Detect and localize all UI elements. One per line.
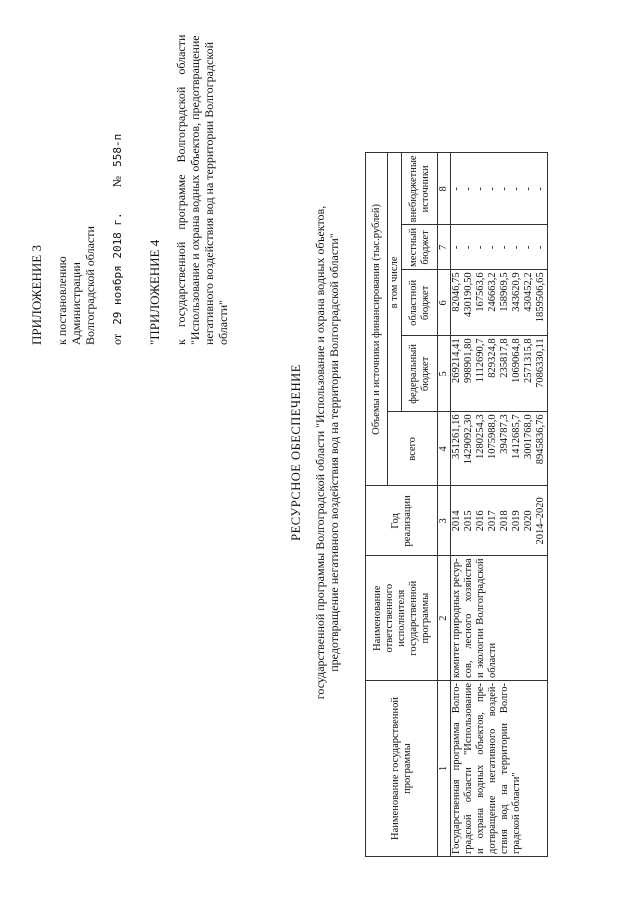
total-value: 394787,3 [499, 414, 510, 454]
total-cell [451, 412, 548, 486]
total-value: 1412685,7 [511, 414, 522, 459]
total-value: 1075988,0 [487, 414, 498, 459]
header-row-1 [366, 153, 388, 857]
col-number-7: 7 [438, 225, 451, 270]
program-ref-line-2: "Использование и охрана водных объектов, предотвращение [188, 35, 202, 345]
total-value: 3001768,0 [523, 414, 534, 459]
year-cell [451, 486, 548, 556]
program-name-line: градской области" [511, 772, 522, 854]
total-value: 8945836,76 [535, 414, 546, 465]
year-value: 2015 [463, 510, 474, 532]
header-local: местный бюджет [402, 225, 438, 270]
program-name-line: Государственная программа Волго- [451, 683, 462, 854]
federal-value: 7086330,11 [535, 338, 546, 388]
program-ref-line-3: негативного воздействия вод на территории Волгоградской [202, 42, 216, 345]
regional-value: 430190,50 [463, 272, 474, 317]
appendix-4-label: "ПРИЛОЖЕНИЕ 4 [147, 239, 162, 345]
local-cell [451, 225, 548, 270]
federal-value: 1112690,7 [475, 338, 486, 383]
federal-value: 1069064,8 [511, 338, 522, 383]
local-value: - [487, 245, 498, 250]
federal-value: 269214,41 [451, 338, 462, 383]
extra-value: - [475, 187, 486, 191]
subtitle-line-2: предотвращение негативного воздействия вод на территории Волгоградской области" [327, 233, 341, 672]
executor-line: сов, лесного хозяйства [463, 558, 474, 678]
year-value: 2014–2020 [535, 497, 546, 545]
executor-line: комитет природных ресур- [451, 558, 462, 678]
program-name-line: дотвращение негативного воздей- [487, 683, 498, 854]
resolution-line-3: Волгоградской области [83, 226, 97, 345]
executor-cell [451, 556, 548, 681]
extra-cell [451, 153, 548, 225]
local-value: - [535, 245, 546, 250]
total-value: 1429092,30 [463, 414, 474, 465]
extra-value: - [535, 187, 546, 191]
program-ref-line-4: области" [216, 299, 230, 345]
resource-table [365, 152, 548, 857]
col-number-5: 5 [438, 336, 451, 412]
col-number-3: 3 [438, 486, 451, 556]
header-regional: областной бюджет [402, 270, 438, 336]
program-ref-line-1: к государственной программе Волгоградской области [174, 34, 188, 345]
year-value: 2018 [499, 510, 510, 532]
regional-value: 82046,75 [451, 272, 462, 312]
col-number-1: 1 [438, 681, 451, 857]
subtitle-line-1: государственной программы Волгоградской области "Использование и охрана водных объектов, [313, 205, 327, 700]
header-program-name: Наименование государственной программы [366, 681, 438, 857]
program-name-line: и охрана водных объектов, пре- [475, 683, 486, 854]
col-number-4: 4 [438, 412, 451, 486]
local-value: - [475, 245, 486, 250]
resolution-date-line [110, 134, 125, 345]
appendix-3-label: ПРИЛОЖЕНИЕ 3 [29, 245, 44, 345]
header-federal: федеральный бюджет [402, 336, 438, 412]
resource-title: РЕСУРСНОЕ ОБЕСПЕЧЕНИЕ [289, 364, 303, 541]
extra-value: - [487, 187, 498, 191]
total-value: 1280254,3 [475, 414, 486, 459]
local-value: - [523, 245, 534, 250]
federal-value: 2571315,8 [523, 338, 534, 383]
extra-value: - [463, 187, 474, 191]
regional-value: 167563,6 [475, 272, 486, 312]
local-value: - [463, 245, 474, 250]
year-value: 2020 [523, 510, 534, 532]
extra-value: - [499, 187, 510, 191]
header-total: всего [388, 412, 438, 486]
local-value: - [511, 245, 522, 250]
program-name-line: ствия вод на территории Волго- [499, 683, 510, 854]
extra-value: - [511, 187, 522, 191]
number-sign: № [110, 175, 124, 188]
column-number-row [438, 153, 451, 857]
resolution-date: 29 ноября 2018 г. [111, 212, 124, 325]
year-value: 2019 [511, 510, 522, 532]
header-executor: Наименование ответственного исполнителя государственной программы [366, 556, 438, 681]
regional-value: 430452,2 [523, 272, 534, 312]
extra-value: - [451, 187, 462, 191]
extra-value: - [523, 187, 534, 191]
regional-cell [451, 270, 548, 336]
federal-value: 829324,8 [487, 338, 498, 378]
header-volumes: Объемы и источники финансирования (тыс.рублей) [366, 153, 388, 486]
executor-line: области [487, 642, 498, 678]
program-name-line: градской области "Использование [463, 683, 474, 854]
local-value: - [499, 245, 510, 250]
program-name-cell [451, 681, 548, 857]
executor-line: и экологии Волгоградской [475, 558, 486, 678]
col-number-6: 6 [438, 270, 451, 336]
regional-value: 1859506,65 [535, 272, 546, 323]
resolution-line-1: к постановлению [55, 256, 69, 345]
total-value: 351261,16 [451, 414, 462, 459]
col-number-8: 8 [438, 153, 451, 225]
regional-value: 343620,9 [511, 272, 522, 312]
federal-value: 235817,8 [499, 338, 510, 378]
regional-value: 246663,2 [487, 272, 498, 312]
from-label: от [110, 333, 124, 345]
local-value: - [451, 245, 462, 250]
resolution-line-2: Администрации [69, 262, 83, 345]
year-value: 2016 [475, 510, 486, 532]
year-value: 2017 [487, 510, 498, 532]
federal-cell [451, 336, 548, 412]
federal-value: 998901,80 [463, 338, 474, 383]
header-extra: внебюджетные источники [402, 153, 438, 225]
resolution-number: 558-п [111, 133, 124, 167]
table-row [451, 153, 548, 857]
regional-value: 158969,5 [499, 272, 510, 312]
header-including: в том числе [388, 153, 402, 412]
header-year: Год реализации [366, 486, 438, 556]
col-number-2: 2 [438, 556, 451, 681]
year-value: 2014 [451, 510, 462, 532]
